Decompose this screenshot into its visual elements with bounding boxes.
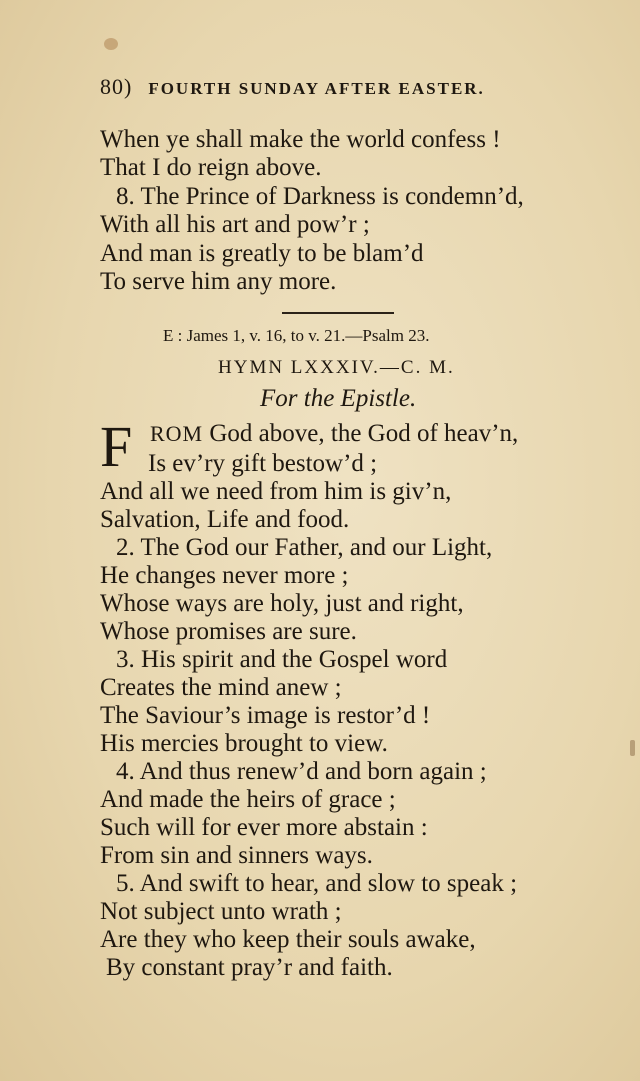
running-header [100,74,580,104]
hymn-subtitle: For the Epistle. [260,385,417,412]
verse-line: With all his art and pow’r ; [100,211,370,238]
section-divider [282,312,394,314]
verse-line: When ye shall make the world confess ! [100,126,501,153]
verse-line: Such will for ever more abstain : [100,814,428,841]
first-line-caps: ROM [150,421,204,446]
verse-line: 2. The God our Father, and our Light, [116,534,493,561]
verse-line: 5. And swift to hear, and slow to speak ; [116,870,518,897]
verse-line: To serve him any more. [100,268,337,295]
first-line-text: God above, the God of heav’n, [203,420,519,447]
verse-line: The Saviour’s image is restor’d ! [100,702,431,729]
verse-line: Are they who keep their souls awake, [100,926,476,953]
verse-line: And made the heirs of grace ; [100,786,396,813]
verse-line: That I do reign above. [100,154,322,181]
drop-cap: F [100,414,133,479]
verse-line: Whose promises are sure. [100,618,357,645]
verse-line: By constant pray’r and faith. [106,954,393,981]
verse-line: Not subject unto wrath ; [100,898,342,925]
verse-line: 3. His spirit and the Gospel word [116,646,448,673]
verse-line: His mercies brought to view. [100,730,388,757]
verse-line: 8. The Prince of Darkness is condemn’d, [116,183,524,210]
verse-line: Is ev’ry gift bestow’d ; [148,450,378,477]
verse-line: And man is greatly to be blam’d [100,240,424,267]
scripture-reference: E : James 1, v. 16, to v. 21.—Psalm 23. [163,326,430,345]
running-title: FOURTH SUNDAY AFTER EASTER. [148,79,485,98]
ink-blot [104,38,118,50]
verse-line: 4. And thus renew’d and born again ; [116,758,487,785]
page-edge-mark [630,740,635,756]
verse-line: Salvation, Life and food. [100,506,350,533]
verse-line: And all we need from him is giv’n, [100,478,452,505]
hymn-title: HYMN LXXXIV.—C. M. [218,357,455,378]
verse-line: He changes never more ; [100,562,349,589]
first-line [150,420,518,448]
page-number: 80) [100,74,133,99]
verse-line: Creates the mind anew ; [100,674,342,701]
verse-line: From sin and sinners ways. [100,842,373,869]
verse-line: Whose ways are holy, just and right, [100,590,464,617]
